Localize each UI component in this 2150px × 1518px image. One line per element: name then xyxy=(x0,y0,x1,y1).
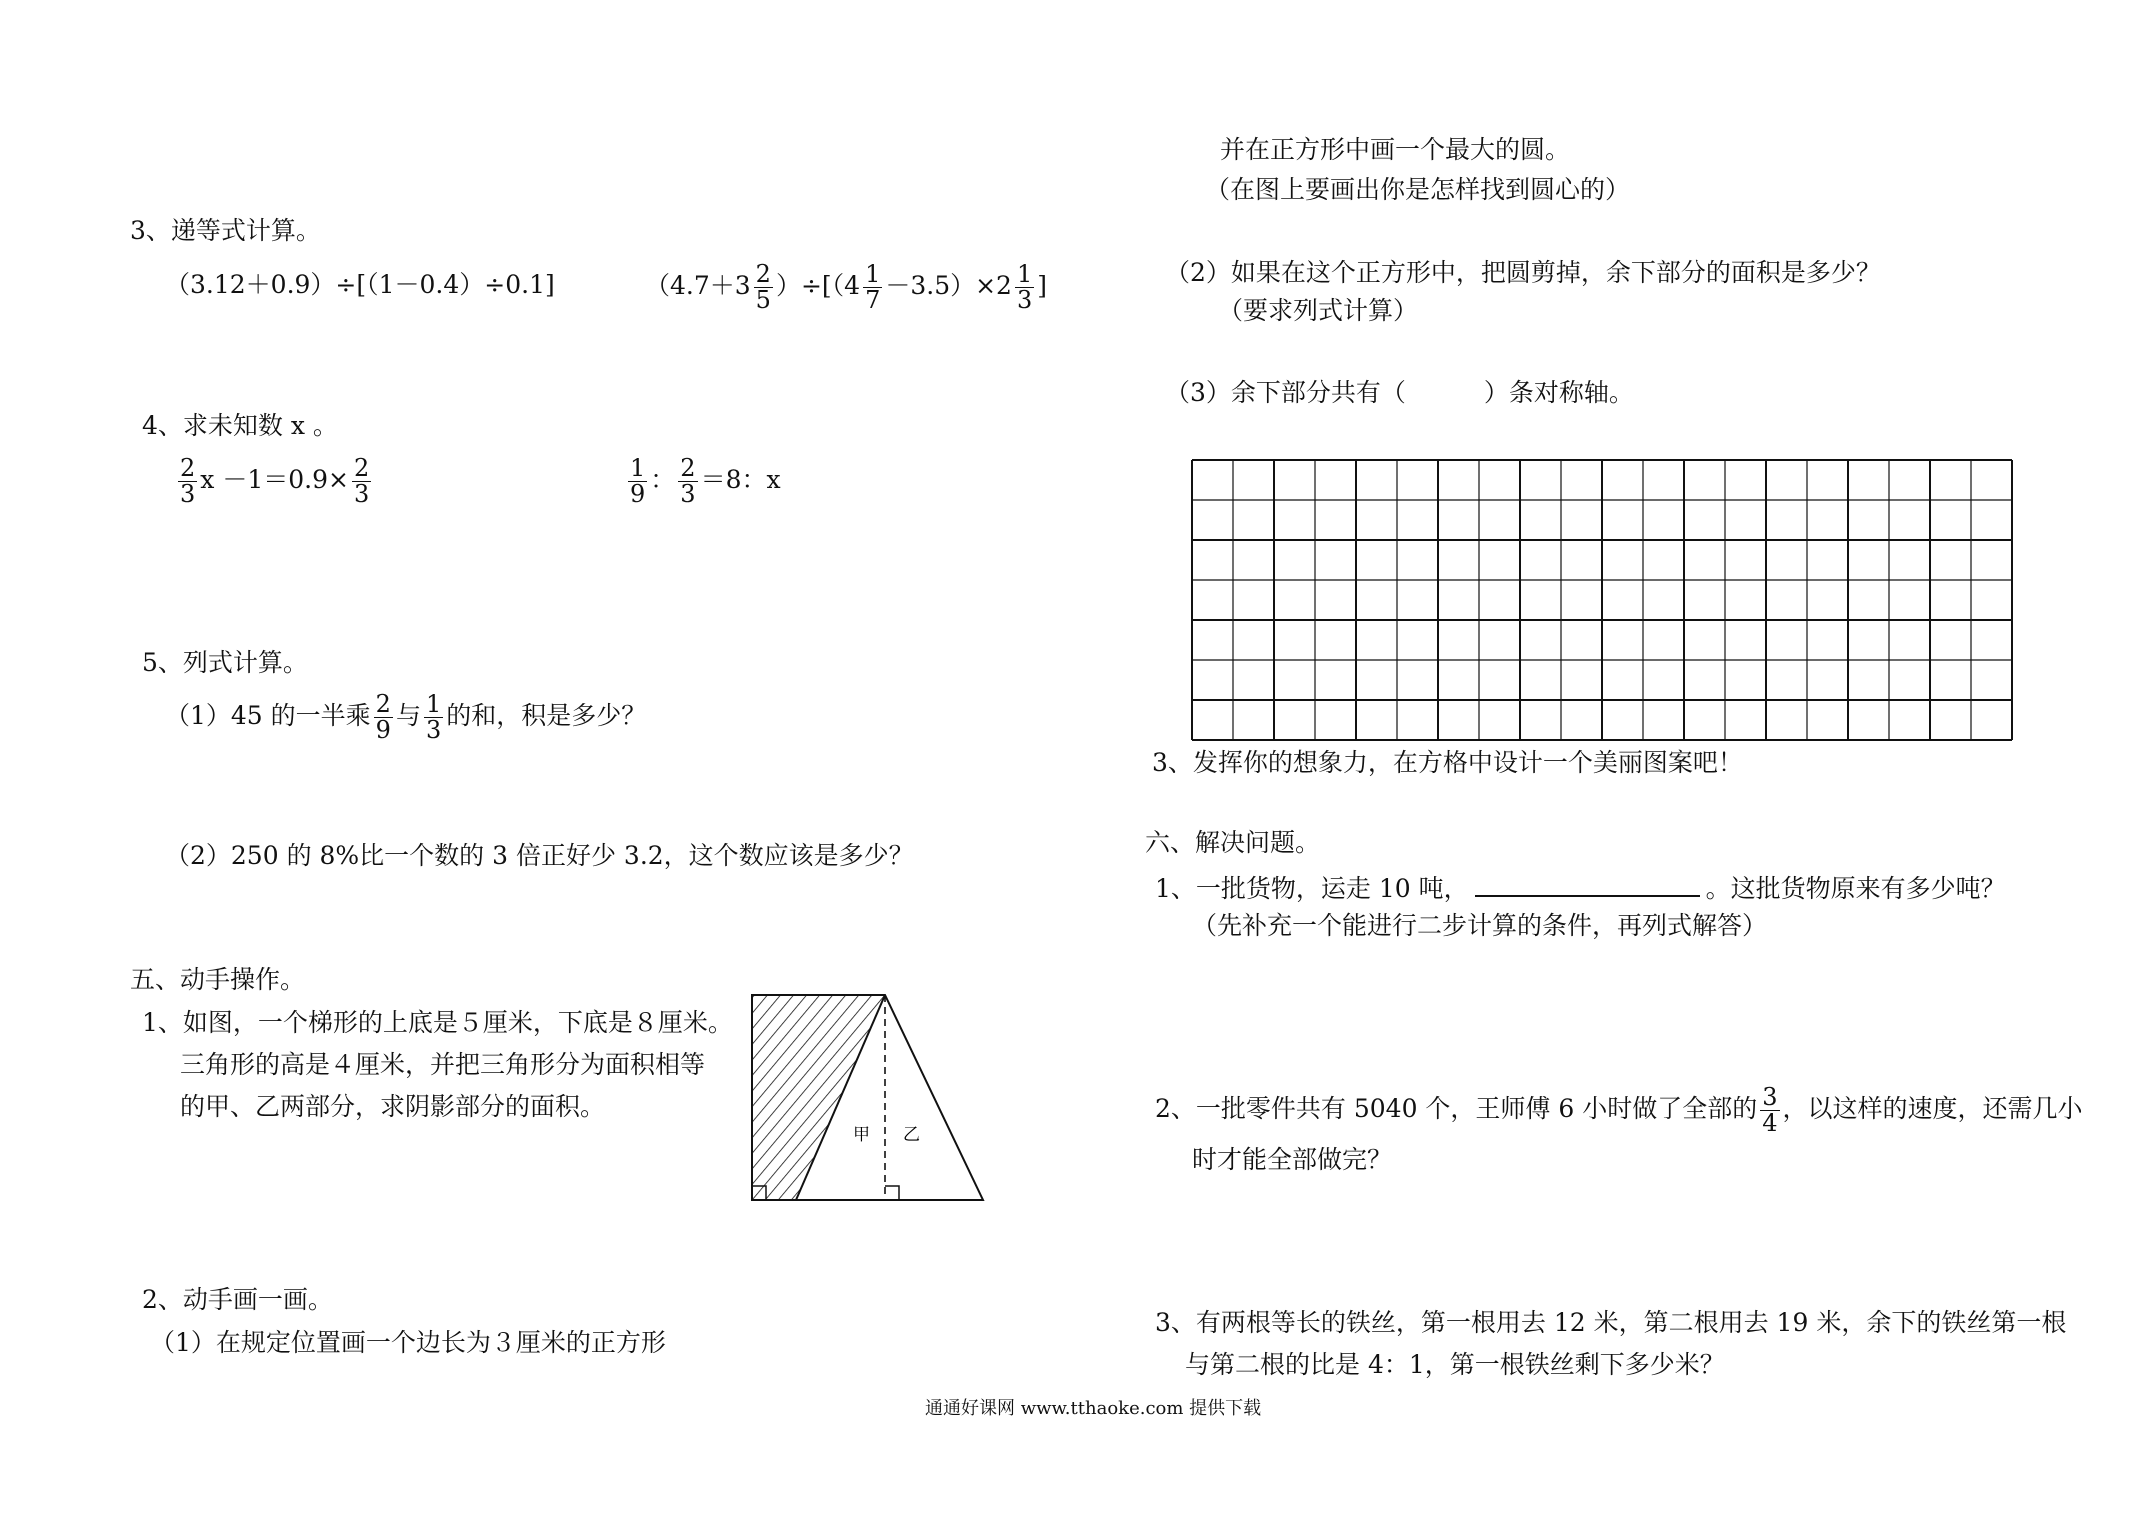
sec6-q2-line-2: 时才能全部做完？ xyxy=(1192,1145,1393,1174)
sec6-q3-line-2: 与第二根的比是 4：1，第一根铁丝剩下多少米？ xyxy=(1185,1350,1725,1379)
grid-caption: 3、发挥你的想象力，在方格中设计一个美丽图案吧！ xyxy=(1152,748,1743,777)
q3-expression-2: （4.7＋3 $\frac{2}{5}$ ）÷[（4 $\frac{1}{7}$ －3.5）×2 $\frac{1}{3}$ ] xyxy=(645,260,1048,315)
sec6-q1: 1、一批货物，运走 10 吨， 。这批货物原来有多少吨？ xyxy=(1155,874,2006,903)
fraction: $\frac{1}{3}$ xyxy=(425,690,442,745)
sec5-q2-title: 2、动手画一画。 xyxy=(142,1285,333,1314)
q5-title: 5、列式计算。 xyxy=(142,648,308,677)
fraction: $\frac{1}{9}$ xyxy=(630,454,646,509)
footer: 通通好课网 www.tthaoke.com 提供下载 xyxy=(925,1398,1262,1419)
q4-equation-1: $\frac{2}{3}$ x －1＝0.9× $\frac{2}{3}$ xyxy=(180,454,370,509)
right-line-2: （在图上要画出你是怎样找到圆心的） xyxy=(1205,175,1631,204)
section-5-title: 五、动手操作。 xyxy=(130,965,306,994)
right-angle-mark xyxy=(885,1186,899,1200)
part-2-line-1: （2）如果在这个正方形中，把圆剪掉，余下部分的面积是多少？ xyxy=(1165,258,1881,287)
q5-part-1: （1）45 的一半乘 $\frac{2}{9}$ 与 $\frac{1}{3}$ 的和，积是多少？ xyxy=(165,690,647,745)
sec6-q2-line-1: 2、一批零件共有 5040 个，王师傅 6 小时做了全部的 $\frac{3}{4}$ ，以这样的速度，还需几小 xyxy=(1155,1083,2083,1138)
shaded-region xyxy=(752,995,885,1200)
fraction: $\frac{2}{3}$ xyxy=(180,454,196,509)
q3-expression-1: （3.12＋0.9）÷[（1－0.4）÷0.1] xyxy=(165,270,555,299)
right-line-1: 并在正方形中画一个最大的圆。 xyxy=(1220,135,1571,164)
sec5-q2-part-1: （1）在规定位置画一个边长为３厘米的正方形 xyxy=(150,1328,666,1357)
fraction: $\frac{2}{5}$ xyxy=(755,260,771,315)
part-3: （3）余下部分共有（ ）条对称轴。 xyxy=(1165,378,1634,407)
drawing-grid xyxy=(1190,458,2014,742)
q4-equation-2: $\frac{1}{9}$ ： $\frac{2}{3}$ ＝8：x xyxy=(630,454,781,509)
sec5-q1-line-3: 的甲、乙两部分，求阴影部分的面积。 xyxy=(180,1092,606,1121)
label-yi: 乙 xyxy=(903,1125,920,1145)
q5-part-2: （2）250 的 8%比一个数的 3 倍正好少 3.2，这个数应该是多少？ xyxy=(165,841,914,870)
fraction: $\frac{2}{3}$ xyxy=(353,454,370,509)
q3-title: 3、递等式计算。 xyxy=(130,216,321,245)
section-6-title: 六、解决问题。 xyxy=(1145,828,1321,857)
fraction: $\frac{1}{7}$ xyxy=(865,260,881,315)
part-2-line-2: （要求列式计算） xyxy=(1218,296,1419,325)
answer-blank[interactable] xyxy=(1475,873,1700,897)
fraction: $\frac{2}{3}$ xyxy=(680,454,696,509)
fraction: $\frac{3}{4}$ xyxy=(1762,1083,1778,1138)
fraction: $\frac{1}{3}$ xyxy=(1016,260,1033,315)
fraction: $\frac{2}{9}$ xyxy=(375,690,391,745)
sec5-q1-line-1: 1、如图，一个梯形的上底是５厘米，下底是８厘米。 xyxy=(142,1008,733,1037)
q4-title: 4、求未知数 x 。 xyxy=(142,411,338,440)
trapezoid-figure xyxy=(745,990,995,1210)
label-jia: 甲 xyxy=(853,1125,870,1145)
sec5-q1-line-2: 三角形的高是４厘米，并把三角形分为面积相等 xyxy=(180,1050,706,1079)
sec6-q3-line-1: 3、有两根等长的铁丝，第一根用去 12 米，第二根用去 19 米，余下的铁丝第一根 xyxy=(1155,1308,2067,1337)
sec6-q1-hint: （先补充一个能进行二步计算的条件，再列式解答） xyxy=(1192,911,1768,940)
